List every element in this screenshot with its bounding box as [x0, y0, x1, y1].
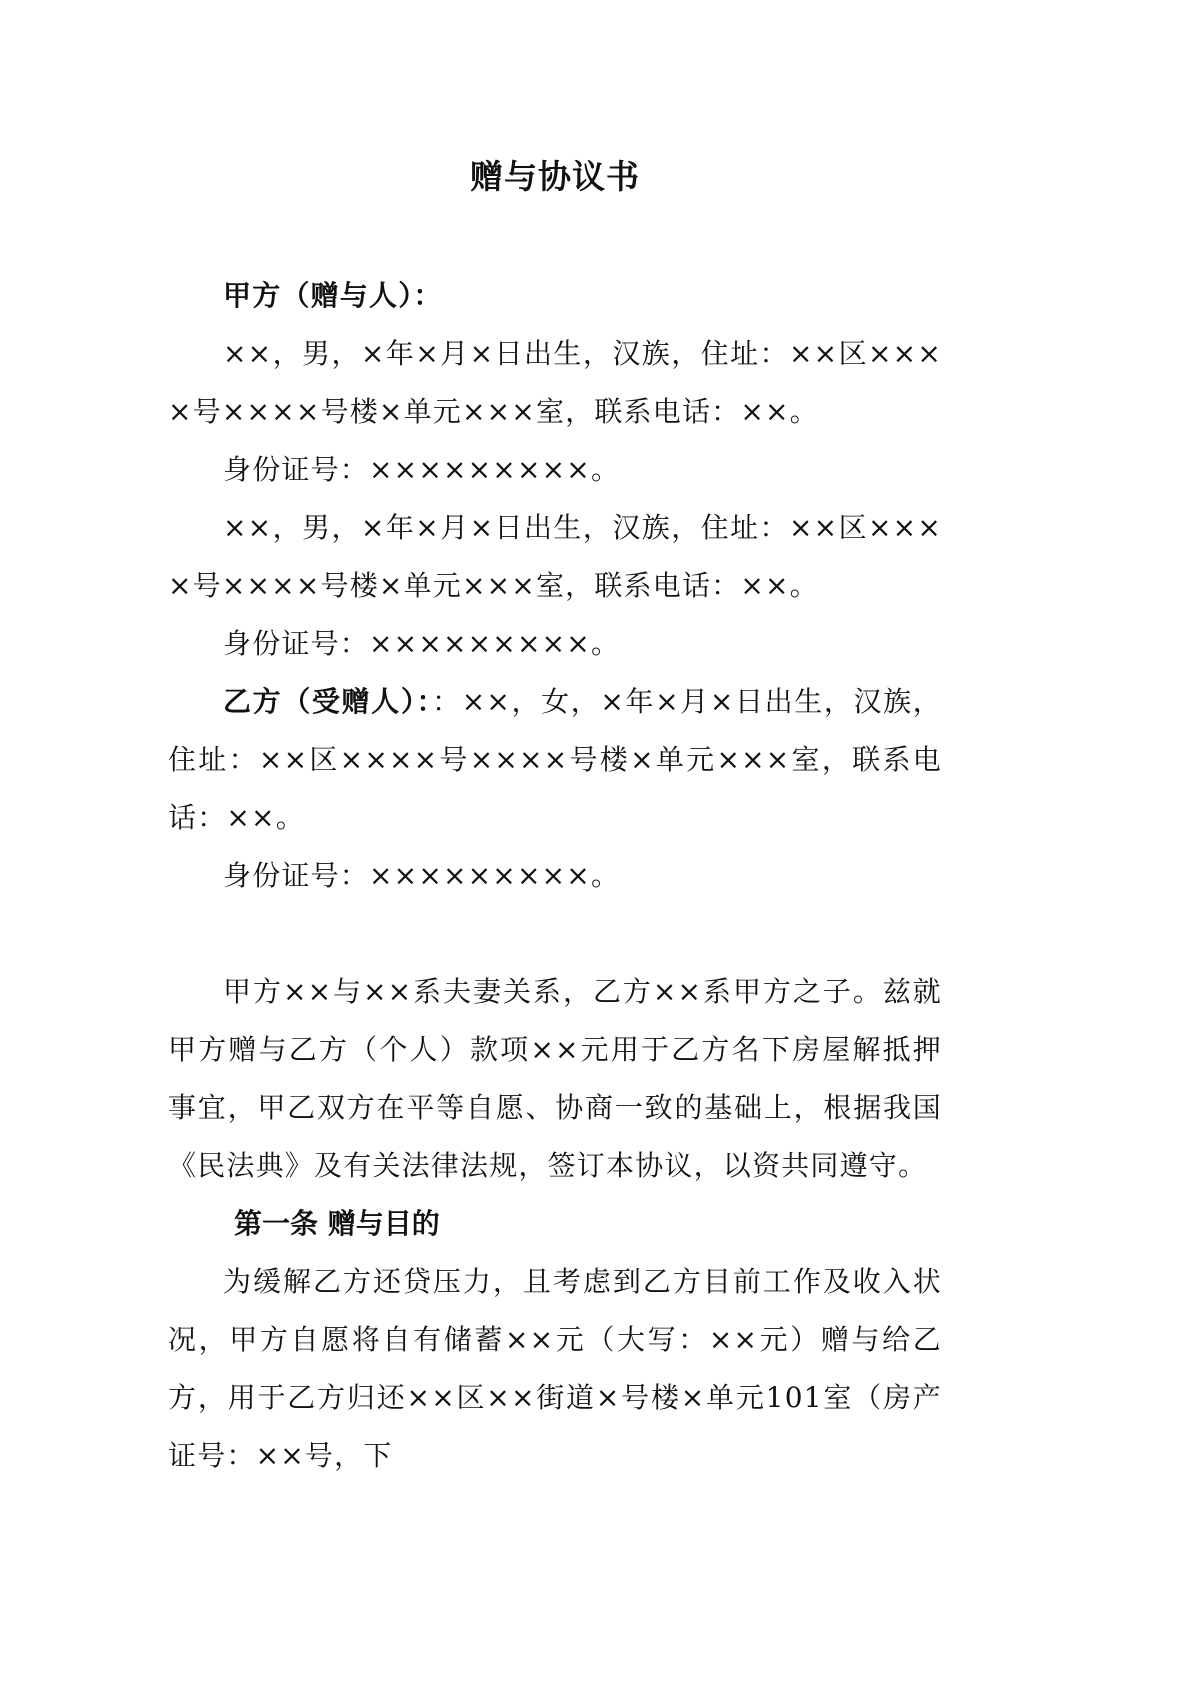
party-b-id: 身份证号：×××××××××。 [223, 859, 621, 892]
party-b-label: 乙方（受赠人）： [223, 685, 433, 718]
party-a-person-2-id: 身份证号：×××××××××。 [223, 627, 621, 660]
document-title: 赠与协议书 [470, 157, 640, 196]
party-b-info: ××，女，×年×月×日出生，汉族，住址：××区××××号××××号楼×单元×××室，联系电话：××。 [168, 685, 942, 834]
party-a-person-1-id: 身份证号：×××××××××。 [223, 453, 621, 486]
article-1-heading: 第一条 赠与目的 [234, 1207, 440, 1240]
party-a-person-1-info: ××，男，×年×月×日出生，汉族，住址：××区××××号××××号楼×单元×××室，联系电话：××。 [168, 337, 942, 428]
article-1-body: 为缓解乙方还贷压力，且考虑到乙方目前工作及收入状况，甲方自愿将自有储蓄××元（大写：××元）赠与给乙方，用于乙方归还××区××街道×号楼×单元101室（房产证号：××号，下 [168, 1265, 942, 1472]
party-a-label: 甲方（赠与人）： [223, 279, 443, 312]
preamble: 甲方××与××系夫妻关系，乙方××系甲方之子。兹就甲方赠与乙方（个人）款项××元用于乙方名下房屋解抵押事宜，甲乙双方在平等自愿、协商一致的基础上，根据我国《民法典》及有关法律法规，签订本协议，以资共同遵守。 [168, 975, 942, 1182]
party-a-person-2-info: ××，男，×年×月×日出生，汉族，住址：××区××××号××××号楼×单元×××室，联系电话：××。 [168, 511, 942, 602]
party-b-label-extra: ： [432, 685, 462, 718]
party-b-paragraph [168, 673, 942, 847]
